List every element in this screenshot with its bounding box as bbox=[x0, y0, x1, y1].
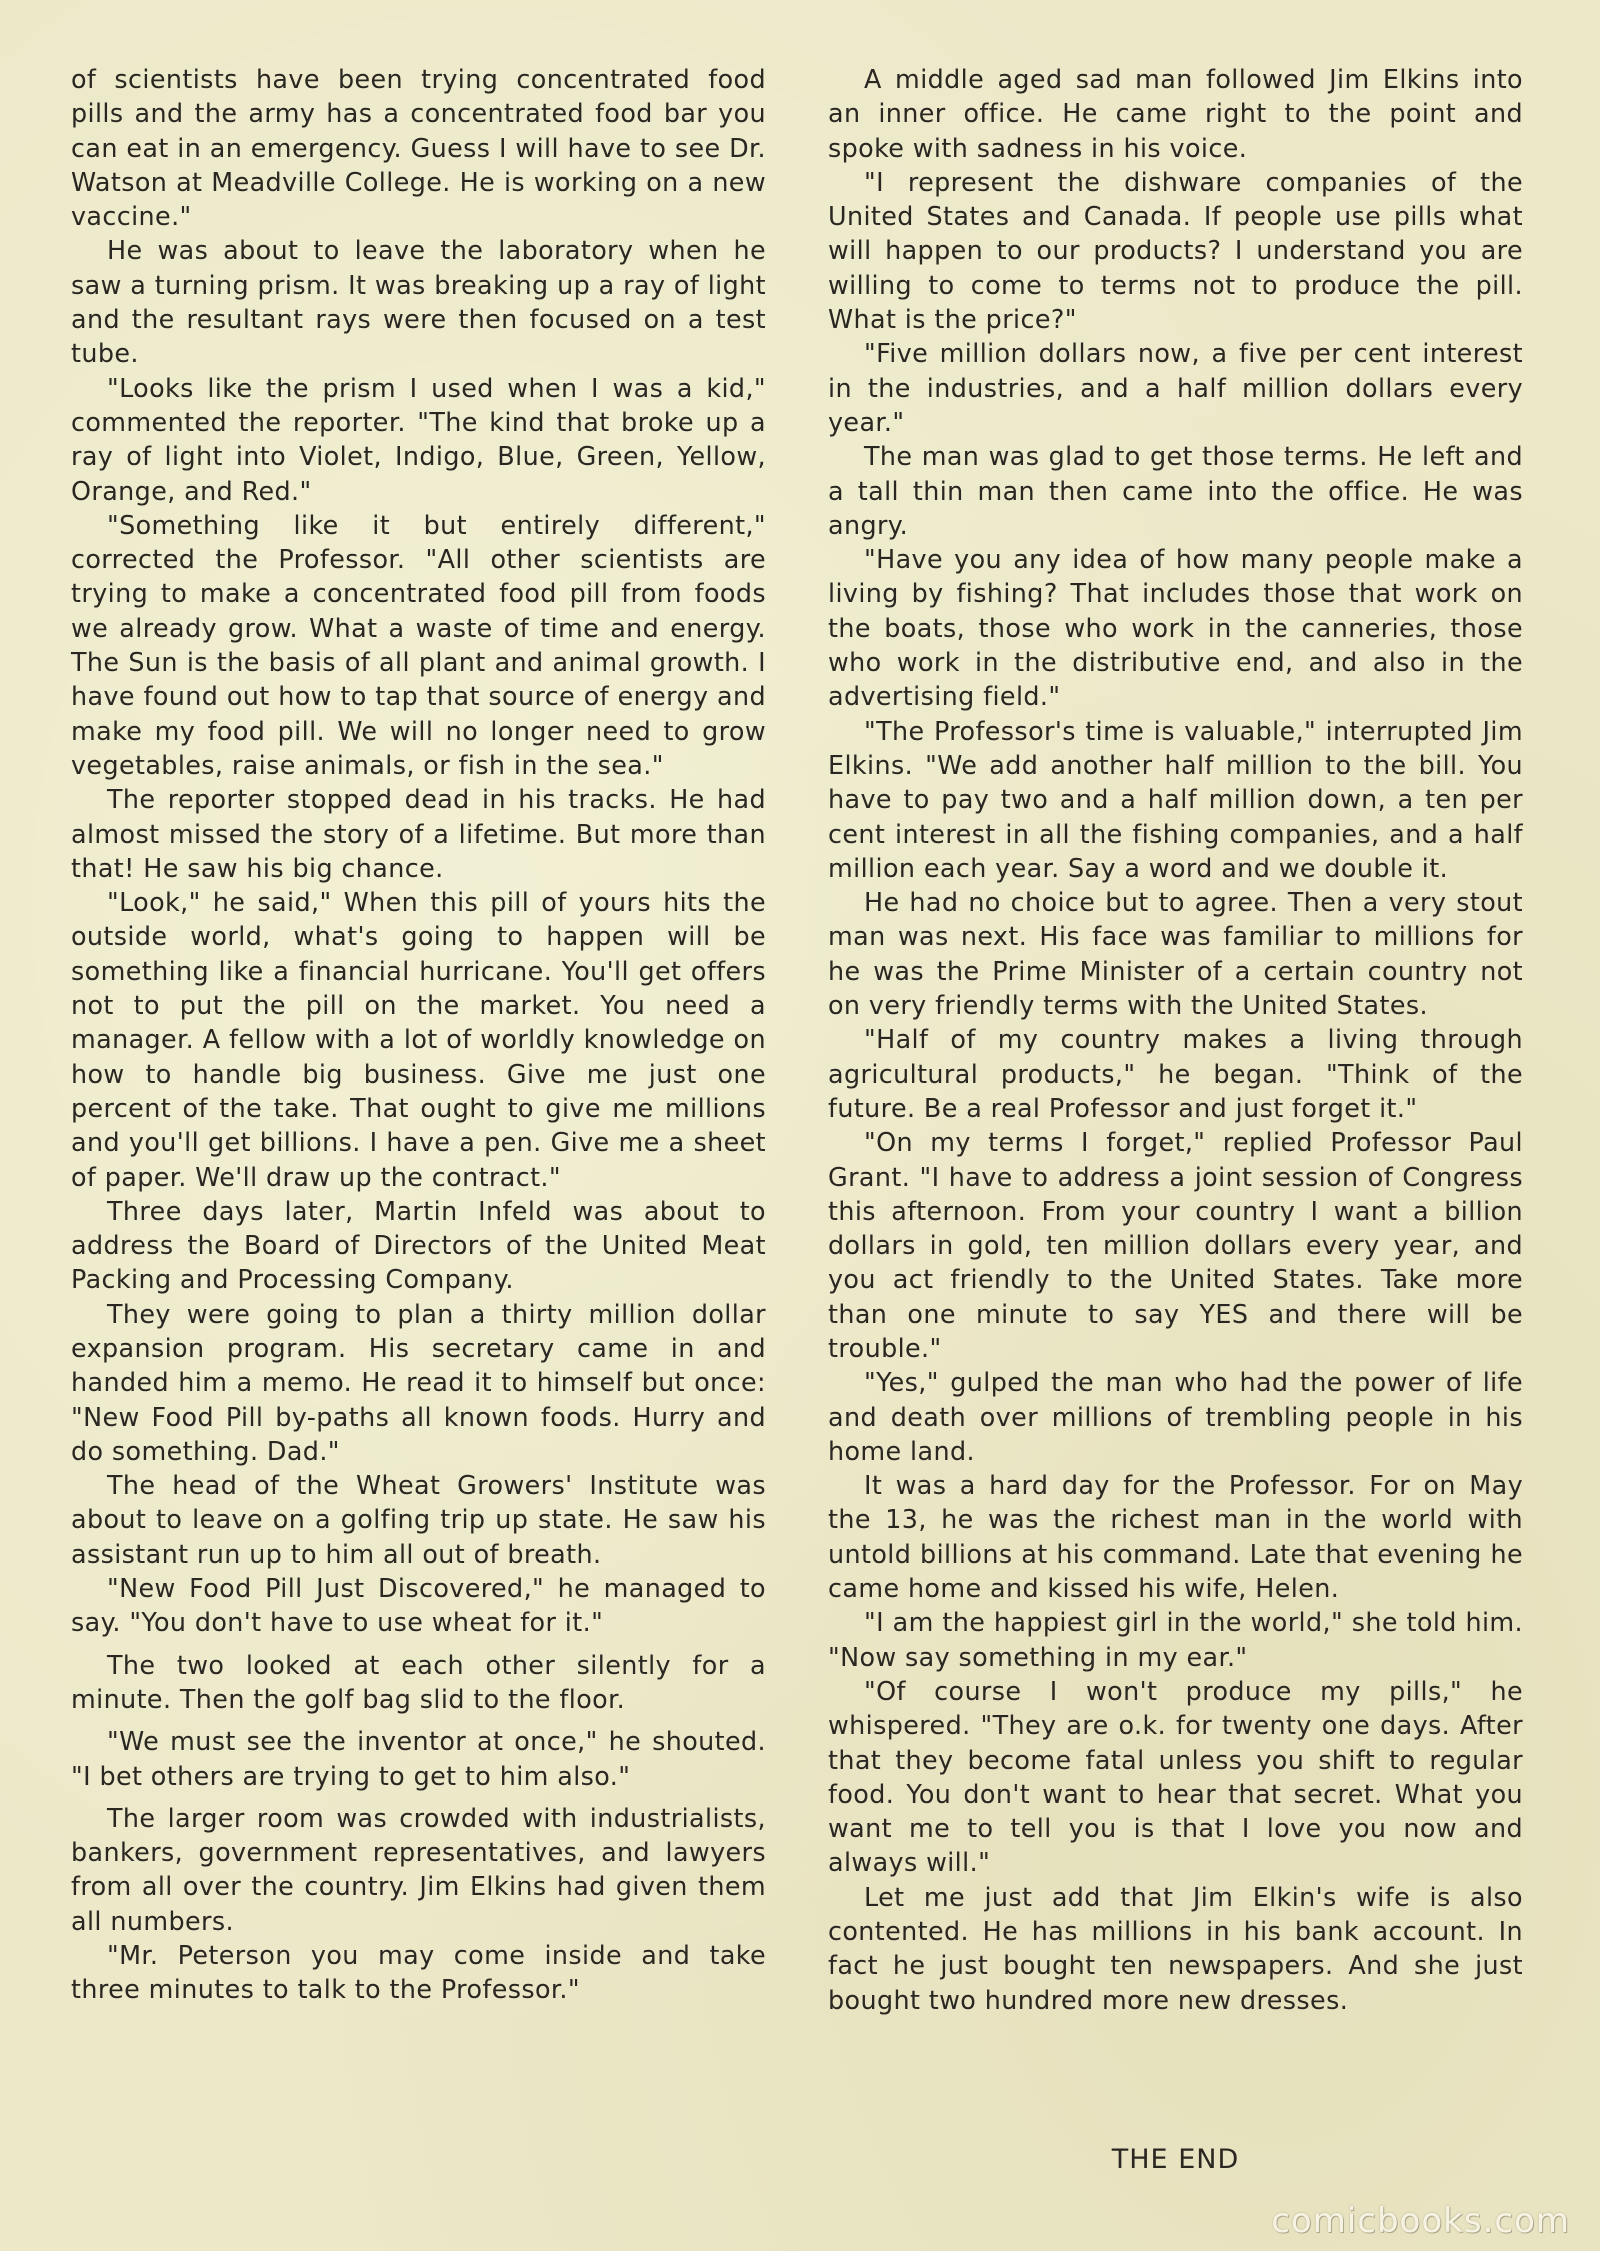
right-text-column bbox=[828, 62, 1523, 2017]
paragraph: of scientists have been trying concentrated food pills and the army has a concentrated food bar you can eat in an emergency. Guess I will have to see Dr. Watson at Meadville College. He is working on a new vaccine." bbox=[71, 64, 766, 232]
paragraph: The man was glad to get those terms. He left and a tall thin man then came into the office. He was angry. bbox=[828, 441, 1523, 540]
paragraph: "I represent the dishware companies of the United States and Canada. If people use pills what will happen to our products? I understand you are willing to come to terms not to produce the pill. What is the price?" bbox=[828, 166, 1523, 335]
paragraph: "Looks like the prism I used when I was a kid," commented the reporter. "The kind that broke up a ray of light into Violet, Indigo, Blue, Green, Yellow, Orange, and Red." bbox=[71, 372, 766, 506]
paragraph: The reporter stopped dead in his tracks. He had almost missed the story of a lifetime. But more than that! He saw his big chance. bbox=[71, 784, 766, 883]
paragraph: They were going to plan a thirty million dollar expansion program. His secretary came in and handed him a memo. He read it to himself but once: "New Food Pill by-paths all known foods. Hurry and do something. Dad." bbox=[71, 1298, 766, 1466]
paragraph: It was a hard day for the Professor. For on May the 13, he was the richest man in the world with untold billions at his command. Late that evening he came home and kissed his wife, Helen. bbox=[828, 1470, 1523, 1604]
paragraph: "Half of my country makes a living through agricultural products," he began. "Think of the future. Be a real Professor and just forget it." bbox=[828, 1024, 1523, 1123]
paragraph: The head of the Wheat Growers' Institute was about to leave on a golfing trip up state. He saw his assistant run up to him all out of breath. bbox=[71, 1470, 766, 1569]
paragraph: "I am the happiest girl in the world," she told him. "Now say something in my ear." bbox=[828, 1607, 1523, 1672]
paragraph: He had no choice but to agree. Then a very stout man was next. His face was familiar to millions for he was the Prime Minister of a certain country not on very friendly terms with the United States. bbox=[828, 887, 1523, 1021]
paragraph: "Five million dollars now, a five per cent interest in the industries, and a half million dollars every year." bbox=[828, 338, 1523, 437]
paragraph: The two looked at each other silently for a minute. Then the golf bag slid to the floor. bbox=[71, 1649, 766, 1714]
paragraph: "On my terms I forget," replied Professor Paul Grant. "I have to address a joint session of Congress this afternoon. From your country I want a billion dollars in gold, ten million dollars every year, and you act friendly to the United States. Take more than one minute to say YES and there will be trouble." bbox=[828, 1127, 1523, 1363]
left-text-column bbox=[71, 62, 766, 2007]
paragraph: The larger room was crowded with industrialists, bankers, government representatives, and lawyers from all over the country. Jim Elkins had given them all numbers. bbox=[71, 1802, 766, 1936]
paragraph: "Something like it but entirely different," corrected the Professor. "All other scientists are trying to make a concentrated food pill from foods we already grow. What a waste of time and energy. The Sun is the basis of all plant and animal growth. I have found out how to tap that source of energy and make my food pill. We will no longer need to grow vegetables, raise animals, or fish in the sea." bbox=[71, 509, 766, 780]
paragraph: He was about to leave the laboratory when he saw a turning prism. It was breaking up a ray of light and the resultant rays were then focused on a test tube. bbox=[71, 235, 766, 369]
paragraph: "Have you any idea of how many people make a living by fishing? That includes those that work on the boats, those who work in the canneries, those who work in the distributive end, and also in the advertising field." bbox=[828, 544, 1523, 712]
paragraph: "We must see the inventor at once," he shouted. "I bet others are trying to get to him also." bbox=[71, 1726, 766, 1791]
the-end-heading: THE END bbox=[1111, 2144, 1240, 2175]
paragraph: "Yes," gulped the man who had the power of life and death over millions of trembling people in his home land. bbox=[828, 1367, 1523, 1466]
paragraph: "New Food Pill Just Discovered," he managed to say. "You don't have to use wheat for it." bbox=[71, 1573, 766, 1638]
paragraph: "Mr. Peterson you may come inside and take three minutes to talk to the Professor." bbox=[71, 1940, 766, 2005]
paragraph: "Look," he said," When this pill of yours hits the outside world, what's going to happen will be something like a financial hurricane. You'll get offers not to put the pill on the market. You need a manager. A fellow with a lot of worldly knowledge on how to handle big business. Give me just one percent of the take. That ought to give me millions and you'll get billions. I have a pen. Give me a sheet of paper. We'll draw up the contract." bbox=[71, 887, 766, 1192]
watermark: comicbooks.com bbox=[1271, 2201, 1570, 2241]
paragraph: "Of course I won't produce my pills," he whispered. "They are o.k. for twenty one days. After that they become fatal unless you shift to regular food. You don't want to hear that secret. What you want me to tell you is that I love you now and always will." bbox=[828, 1675, 1523, 1878]
paragraph: "The Professor's time is valuable," interrupted Jim Elkins. "We add another half million to the bill. You have to pay two and a half million down, a ten per cent interest in all the fishing companies, and a half million each year. Say a word and we double it. bbox=[828, 715, 1523, 883]
paragraph: A middle aged sad man followed Jim Elkins into an inner office. He came right to the point and spoke with sadness in his voice. bbox=[828, 64, 1523, 163]
paragraph: Let me just add that Jim Elkin's wife is also contented. He has millions in his bank account. In fact he just bought ten newspapers. And she just bought two hundred more new dresses. bbox=[828, 1881, 1523, 2015]
paragraph: Three days later, Martin Infeld was about to address the Board of Directors of the United Meat Packing and Processing Company. bbox=[71, 1195, 766, 1295]
